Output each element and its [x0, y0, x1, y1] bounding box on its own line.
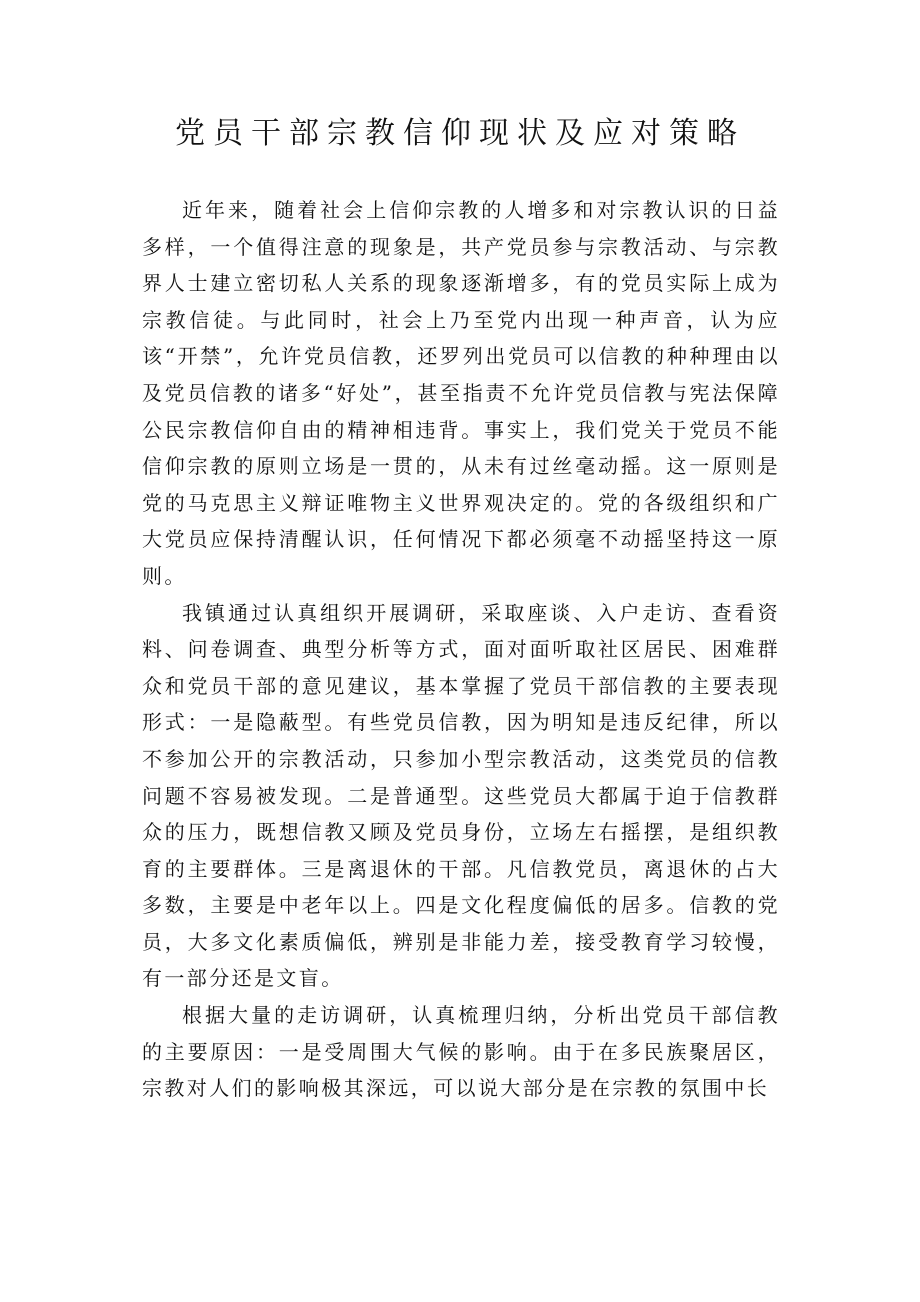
paragraph-survey: 我镇通过认真组织开展调研，采取座谈、入户走访、查看资料、问卷调查、典型分析等方式，面对面听取社区居民、困难群众和党员干部的意见建议，基本掌握了党员干部信教的主要表现形式：一是隐蔽型。有些党员信教，因为明知是违反纪律，所以不参加公开的宗教活动，只参加小型宗教活动，这类党员的信教问题不容易被发现。二是普通型。这些党员大都属于迫于信教群众的压力，既想信教又顾及党员身份，立场左右摇摆，是组织教育的主要群体。三是离退休的干部。凡信教党员，离退休的占大多数，主要是中老年以上。四是文化程度偏低的居多。信教的党员，大多文化素质偏低，辨别是非能力差，接受教育学习较慢，有一部分还是文盲。	[142, 600, 780, 991]
document-body	[142, 192, 780, 1107]
document-title: 党员干部宗教信仰现状及应对策略	[175, 116, 745, 151]
paragraph-causes: 根据大量的走访调研，认真梳理归纳，分析出党员干部信教的主要原因：一是受周围大气候的影响。由于在多民族聚居区，宗教对人们的影响极其深远，可以说大部分是在宗教的氛围中长	[142, 1003, 780, 1101]
paragraph-intro: 近年来，随着社会上信仰宗教的人增多和对宗教认识的日益多样，一个值得注意的现象是，共产党员参与宗教活动、与宗教界人士建立密切私人关系的现象逐渐增多，有的党员实际上成为宗教信徒。与此同时，社会上乃至党内出现一种声音，认为应该“开禁”，允许党员信教，还罗列出党员可以信教的种种理由以及党员信教的诸多“好处”，甚至指责不允许党员信教与宪法保障公民宗教信仰自由的精神相违背。事实上，我们党关于党员不能信仰宗教的原则立场是一贯的，从未有过丝毫动摇。这一原则是党的马克思主义辩证唯物主义世界观决定的。党的各级组织和广大党员应保持清醒认识，任何情况下都必须毫不动摇坚持这一原则。	[142, 198, 780, 588]
